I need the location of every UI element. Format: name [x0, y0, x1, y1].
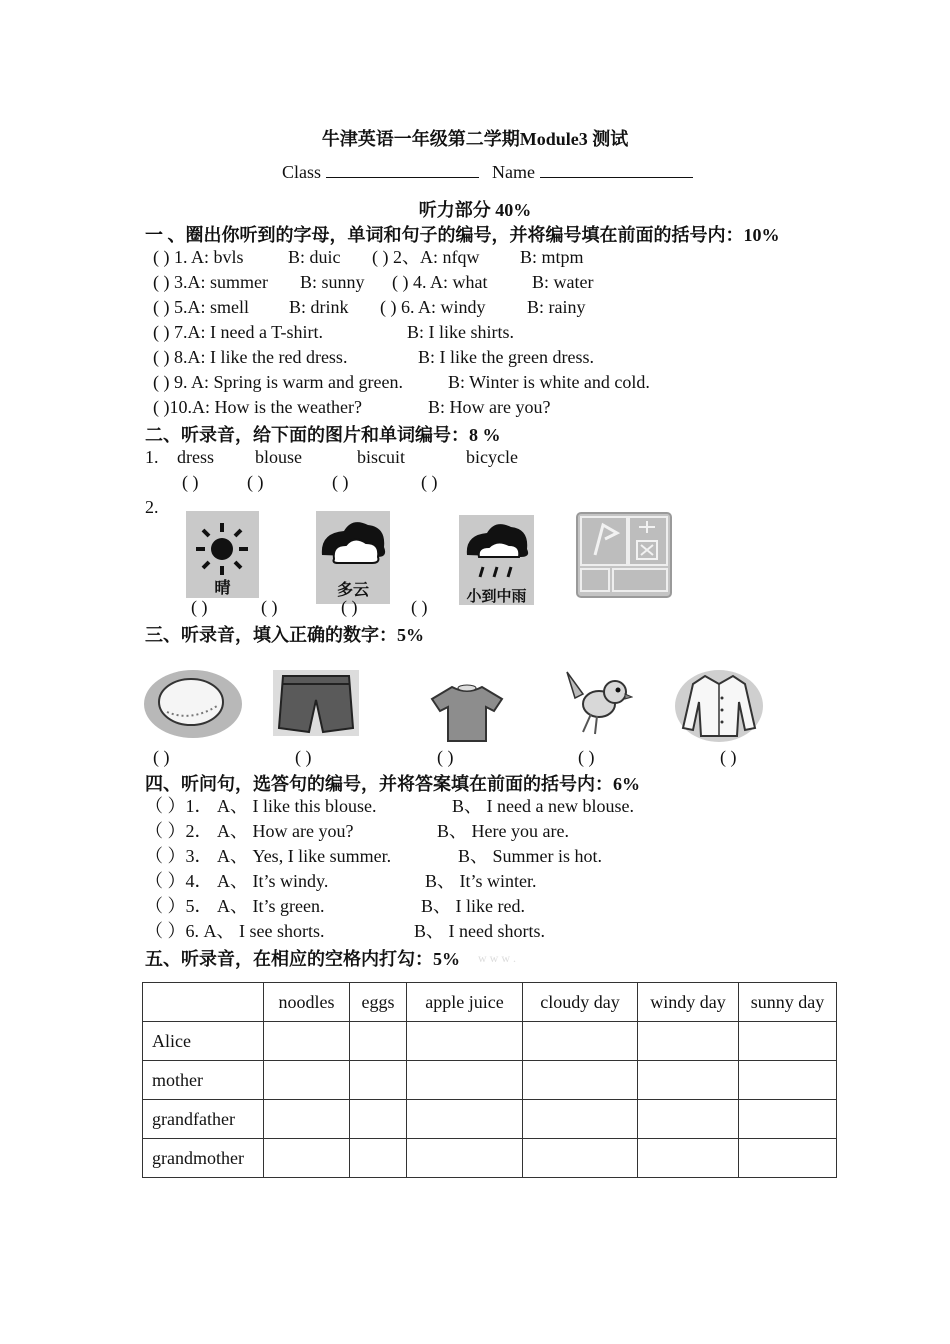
s2-paren-4[interactable]: ( ) [421, 472, 438, 492]
table-row [143, 1022, 837, 1061]
row-label-mother: mother [143, 1061, 264, 1100]
check-cell[interactable] [264, 1100, 350, 1139]
header-cell-apple-juice: apple juice [407, 983, 523, 1022]
check-cell[interactable] [739, 1022, 837, 1061]
bird-icon [561, 670, 633, 738]
s1-q2: ( ) 2、A: nfqw [372, 247, 480, 267]
s4-q4: （ ）4． A、 It’s windy. [145, 871, 329, 891]
table-row [143, 1061, 837, 1100]
class-blank[interactable] [326, 161, 479, 178]
section1-heading: 一 、圈出你听到的字母，单词和句子的编号，并将编号填在前面的括号内：10% [145, 225, 780, 245]
check-cell[interactable] [264, 1061, 350, 1100]
check-cell[interactable] [407, 1139, 523, 1178]
s3-paren-2[interactable]: ( ) [295, 747, 312, 767]
s1-q1-b: B: duic [288, 247, 341, 267]
header-cell-cloudy-day: cloudy day [523, 983, 638, 1022]
s2-word-blouse: blouse [255, 447, 302, 467]
s1-q8: ( ) 8.A: I like the red dress. [153, 347, 348, 367]
shorts-icon [273, 670, 359, 736]
egg-icon [143, 668, 243, 740]
s2-num1: 1. [145, 447, 159, 467]
check-cell[interactable] [739, 1061, 837, 1100]
s1-q4-b: B: water [532, 272, 594, 292]
check-cell[interactable] [264, 1022, 350, 1061]
blouse-picture [675, 670, 763, 742]
s2-weather-paren-2[interactable]: ( ) [261, 597, 278, 617]
name-label: Name [492, 162, 535, 182]
section2-heading: 二、听录音，给下面的图片和单词编号：8 % [145, 425, 501, 445]
s4-q6-b: B、 I need shorts. [414, 921, 545, 941]
s1-q3: ( ) 3.A: summer [153, 272, 268, 292]
check-cell[interactable] [350, 1061, 407, 1100]
cloudy-label: 多云 [336, 580, 369, 599]
check-cell[interactable] [350, 1100, 407, 1139]
s2-word-dress: dress [177, 447, 214, 467]
s1-q4: ( ) 4. A: what [392, 272, 488, 292]
section4-heading: 四、听问句，选答句的编号，并将答案填在前面的括号内：6% [145, 774, 640, 794]
check-cell[interactable] [350, 1022, 407, 1061]
class-label: Class [282, 162, 322, 182]
listening-heading: 听力部分 40% [418, 200, 532, 220]
section3-heading: 三、听录音，填入正确的数字：5% [145, 625, 424, 645]
s1-q1: ( ) 1. A: bvls [153, 247, 244, 267]
check-cell[interactable] [638, 1100, 739, 1139]
s3-paren-4[interactable]: ( ) [578, 747, 595, 767]
check-table [142, 982, 837, 1178]
s2-weather-paren-1[interactable]: ( ) [191, 597, 208, 617]
check-cell[interactable] [523, 1022, 638, 1061]
check-cell[interactable] [407, 1061, 523, 1100]
cloudy-picture [316, 511, 390, 604]
check-cell[interactable] [739, 1100, 837, 1139]
sunny-label: 晴 [214, 578, 231, 597]
check-cell[interactable] [638, 1022, 739, 1061]
check-cell[interactable] [638, 1061, 739, 1100]
header-cell-eggs: eggs [350, 983, 407, 1022]
s4-q5-b: B、 I like red. [421, 896, 525, 916]
check-cell[interactable] [407, 1100, 523, 1139]
header-cell-sunny-day: sunny day [739, 983, 837, 1022]
s1-q9: ( ) 9. A: Spring is warm and green. [153, 372, 403, 392]
s1-q3-b: B: sunny [300, 272, 365, 292]
name-blank[interactable] [540, 161, 693, 178]
check-cell[interactable] [523, 1061, 638, 1100]
table-row [143, 1139, 837, 1178]
s1-q6-b: B: rainy [527, 297, 586, 317]
row-label-grandmother: grandmother [143, 1139, 264, 1178]
s4-q2: （ ）2． A、 How are you? [145, 821, 354, 841]
egg-picture [143, 668, 243, 740]
s1-q10-b: B: How are you? [428, 397, 551, 417]
s4-q1: （ ）1． A、 I like this blouse. [145, 796, 377, 816]
watermark-text: w w w . [478, 951, 516, 965]
s1-q2-b: B: mtpm [520, 247, 584, 267]
s1-q6: ( ) 6. A: windy [380, 297, 486, 317]
windy-picture [575, 511, 679, 609]
s3-paren-1[interactable]: ( ) [153, 747, 170, 767]
tshirt-picture [430, 683, 504, 743]
sunny-picture [186, 511, 259, 598]
rain-cloud-icon [459, 515, 534, 583]
s2-paren-2[interactable]: ( ) [247, 472, 264, 492]
s1-q5: ( ) 5.A: smell [153, 297, 249, 317]
s3-paren-3[interactable]: ( ) [437, 747, 454, 767]
class-name-line [282, 161, 693, 183]
s4-q6: （ ）6. A、 I see shorts. [145, 921, 325, 941]
row-label-grandfather: grandfather [143, 1100, 264, 1139]
s1-q9-b: B: Winter is white and cold. [448, 372, 650, 392]
s2-weather-paren-3[interactable]: ( ) [341, 597, 358, 617]
s2-num2: 2. [145, 497, 159, 517]
s2-weather-paren-4[interactable]: ( ) [411, 597, 428, 617]
s1-q5-b: B: drink [289, 297, 349, 317]
header-cell-noodles: noodles [264, 983, 350, 1022]
s1-q10: ( )10.A: How is the weather? [153, 397, 362, 417]
rain-picture [459, 515, 534, 605]
header-cell-windy-day: windy day [638, 983, 739, 1022]
s3-paren-5[interactable]: ( ) [720, 747, 737, 767]
table-row [143, 1100, 837, 1139]
s4-q5: （ ）5． A、 It’s green. [145, 896, 325, 916]
rain-label: 小到中雨 [466, 587, 527, 605]
check-cell[interactable] [523, 1100, 638, 1139]
check-cell[interactable] [264, 1139, 350, 1178]
page-title: 牛津英语一年级第二学期Module3 测试 [321, 129, 629, 149]
check-cell[interactable] [407, 1022, 523, 1061]
cloud-icon [316, 511, 390, 571]
s2-paren-1[interactable]: ( ) [182, 472, 199, 492]
s4-q3-b: B、 Summer is hot. [458, 846, 603, 866]
s1-q7: ( ) 7.A: I need a T-shirt. [153, 322, 323, 342]
s4-q3: （ ）3． A、 Yes, I like summer. [145, 846, 392, 866]
s4-q4-b: B、 It’s winter. [425, 871, 537, 891]
check-cell[interactable] [523, 1139, 638, 1178]
row-label-alice: Alice [143, 1022, 264, 1061]
section5-heading: 五、听录音，在相应的空格内打勾：5% [145, 949, 460, 969]
s2-paren-3[interactable]: ( ) [332, 472, 349, 492]
s1-q7-b: B: I like shirts. [407, 322, 514, 342]
check-cell[interactable] [350, 1139, 407, 1178]
s4-q1-b: B、 I need a new blouse. [452, 796, 634, 816]
bird-picture [561, 670, 633, 738]
s4-q2-b: B、 Here you are. [437, 821, 569, 841]
blouse-icon [675, 670, 763, 742]
s2-word-biscuit: biscuit [357, 447, 405, 467]
header-cell-blank [143, 983, 264, 1022]
s1-q8-b: B: I like the green dress. [418, 347, 594, 367]
check-cell[interactable] [739, 1139, 837, 1178]
check-cell[interactable] [638, 1139, 739, 1178]
sun-icon [186, 511, 259, 581]
table-header-row [143, 983, 837, 1022]
shorts-picture [273, 670, 359, 736]
s2-word-bicycle: bicycle [466, 447, 518, 467]
tshirt-icon [430, 683, 504, 743]
gale-sign-icon [575, 511, 679, 609]
